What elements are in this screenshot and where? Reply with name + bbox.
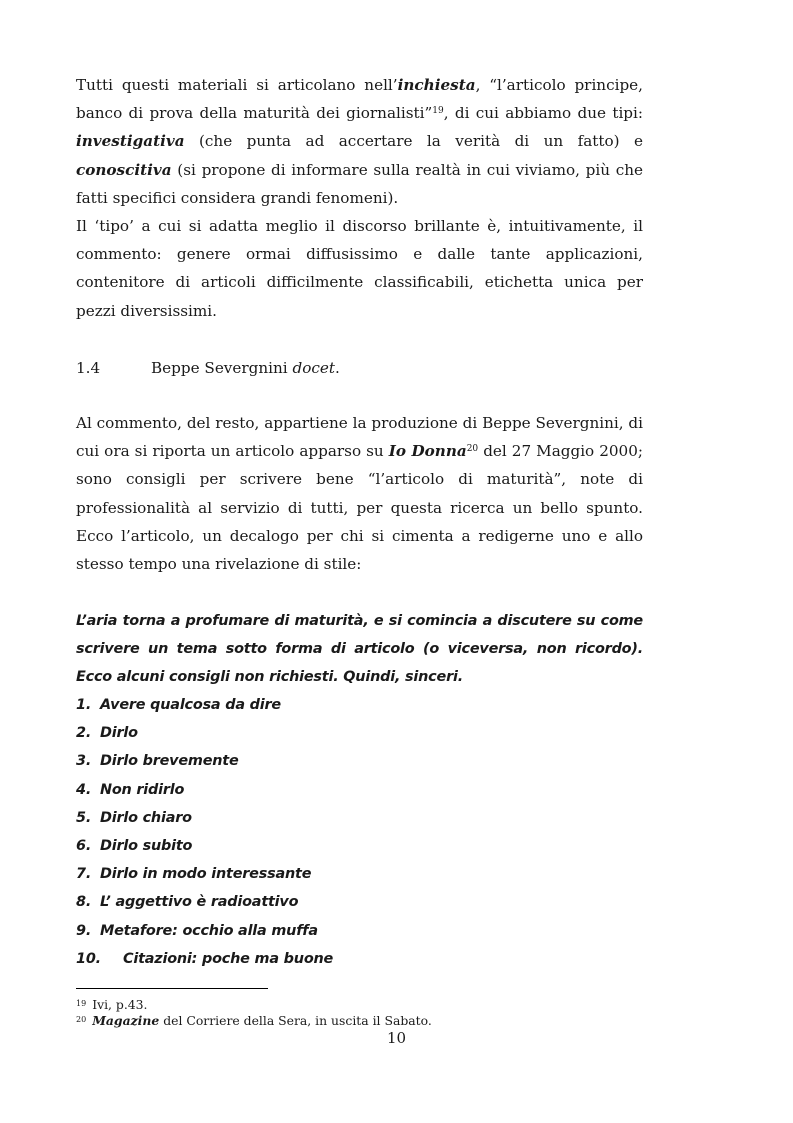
footnote-19: $^{19}$ Ivi, p.43. <box>76 997 148 1012</box>
term-inchiesta: inchiesta <box>397 76 476 94</box>
section-title: Beppe Severgnini <box>151 359 293 377</box>
magazine-name: Io Donna <box>388 442 467 461</box>
footnote-separator <box>76 988 268 989</box>
list-item: 6. Dirlo subito <box>76 838 193 855</box>
paragraph-severgnini: Al commento, del resto, appartiene la produzione di Beppe Severgnini, di cui ora si riporta un articolo apparso su Io Donna$^{20}$ del 27 Maggio 2000; sono consigli per scrivere bene “l’articolo di maturità”, note di professionalità al servizio di tutti, per questa ricerca un bello spunto. Ecco l’articolo, un decalogo per chi si cimenta a redigerne uno e allo stesso tempo una rivelazione di stile: <box>76 414 644 574</box>
term-conoscitiva: conoscitiva <box>76 160 172 179</box>
list-item: 9. Metafore: occhio alla muffa <box>76 922 318 939</box>
term-investigativa: investigativa <box>76 132 185 151</box>
list-item: 10. Citazioni: poche ma buone <box>76 950 334 967</box>
list-item: 4. Non ridirlo <box>76 781 185 798</box>
list-item: 3. Dirlo brevemente <box>76 753 239 770</box>
paragraph-inchiesta: Tutti questi materiali si articolano nell’inchiesta, “l’articolo principe, banco di prova della maturità dei giornalisti”$^{19}$, di cui abbiamo due tipi: investigativa (che punta ad accertare la verità di un fatto) e conoscitiva (si propone di informare sulla realtà in cui viviamo, più che fatti specifici considera grandi fenomeni). <box>76 76 644 207</box>
footnote-20: $^{20}$ Magazine del Corriere della Sera, in uscita il Sabato. <box>76 1013 432 1028</box>
list-item: 7. Dirlo in modo interessante <box>76 866 312 883</box>
list-item: 5. Dirlo chiaro <box>76 809 192 826</box>
footnote-ref-19: 19 <box>432 106 444 117</box>
decalogue-list <box>76 691 643 973</box>
section-title-italic: docet <box>292 359 335 377</box>
footnote-ref-20: 20 <box>466 444 479 455</box>
section-heading: 1.4 Beppe Severgnini docet. <box>76 354 340 382</box>
list-item: 8. L’ aggettivo è radioattivo <box>76 894 299 911</box>
page-number: 10 <box>386 1029 407 1047</box>
list-item: 1. Avere qualcosa da dire <box>76 697 281 713</box>
article-quote: L’aria torna a profumare di maturità, e si comincia a discutere su come scrivere un tema sotto forma di articolo (o viceversa, non ricordo). Ecco alcuni consigli non richiesti. Quindi, sinceri. <box>76 613 643 686</box>
list-item: 2. Dirlo <box>76 725 138 742</box>
section-number: 1.4 <box>76 359 101 377</box>
paragraph-commento: Il ‘tipo’ a cui si adatta meglio il discorso brillante è, intuitivamente, il commento: genere ormai diffusissimo e dalle tante applicazioni, contenitore di articoli difficilmente classificabili, etichetta unica per pezzi diversissimi. <box>76 217 643 320</box>
